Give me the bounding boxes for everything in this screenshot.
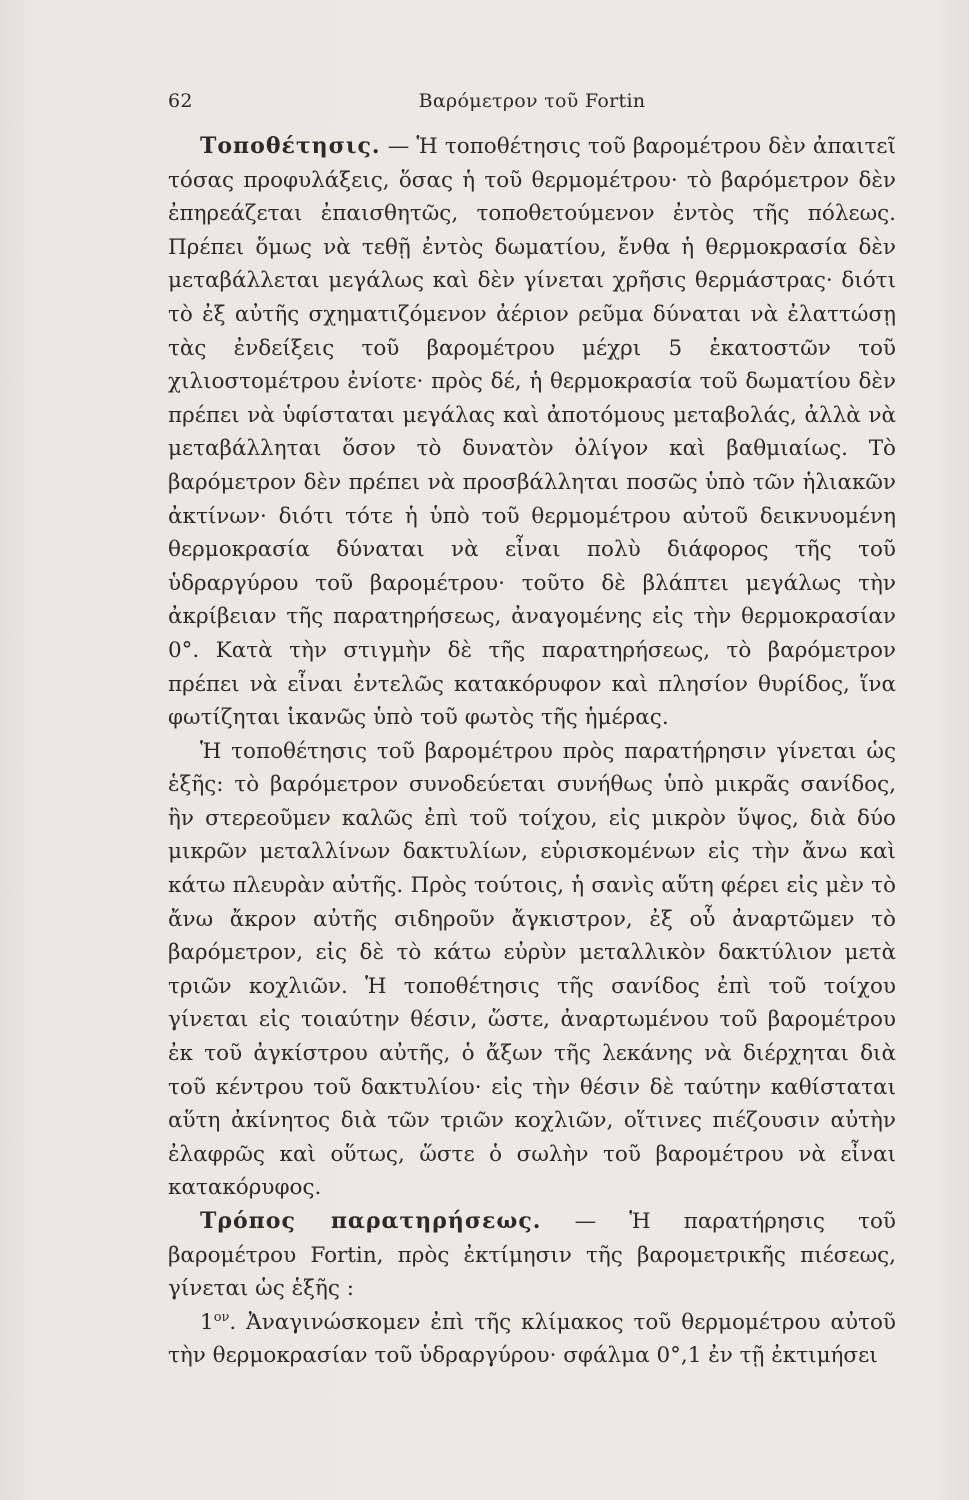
page-body bbox=[168, 130, 896, 1373]
section-heading-observation: Τρόπος παρατηρήσεως. bbox=[200, 1208, 542, 1234]
item-number: 1 bbox=[200, 1309, 214, 1335]
section-text-placement: — Ἡ τοποθέτησις τοῦ βαρομέτρου δὲν ἀπαιτεῖ τόσας προφυλάξεις, ὅσας ἡ τοῦ θερμομέτρου· τὸ βαρόμετρον δὲν ἐπηρεάζεται ἐπαισθητῶς, τοποθετούμενον ἐντὸς τῆς πόλεως. Πρέπει ὅμως νὰ τεθῇ ἐντὸς δωματίου, ἔνθα ἡ θερμοκρασία δὲν μεταβάλλεται μεγάλως καὶ δὲν γίνεται χρῆσις θερμάστρας· διότι τὸ ἐξ αὐτῆς σχηματιζόμενον ἀέριον ρεῦμα δύναται νὰ ἐλαττώσῃ τὰς ἐνδείξεις τοῦ βαρομέτρου μέχρι 5 ἑκατοστῶν τοῦ χιλιοστομέτρου ἐνίοτε· πρὸς δέ, ἡ θερμοκρασία τοῦ δωματίου δὲν πρέπει νὰ ὑφίσταται μεγάλας καὶ ἀποτόμους μεταβολάς, ἀλλὰ νὰ μεταβάλληται ὅσον τὸ δυνατὸν ὀλίγον καὶ βαθμιαίως. Τὸ βαρόμετρον δὲν πρέπει νὰ προσβάλληται ποσῶς ὑπὸ τῶν ἡλιακῶν ἀκτίνων· διότι τότε ἡ ὑπὸ τοῦ θερμομέτρου αὐτοῦ δεικνυομένη θερμοκρασία δύναται νὰ εἶναι πολὺ διάφορος τῆς τοῦ ὑδραργύρου τοῦ βαρομέτρου· τοῦτο δὲ βλάπτει μεγάλως τὴν ἀκρίβειαν τῆς παρατηρήσεως, ἀναγομένης εἰς τὴν θερμοκρασίαν 0°. Κατὰ τὴν στιγμὴν δὲ τῆς παρατηρήσεως, τὸ βαρόμετρον πρέπει νὰ εἶναι ἐντελῶς κατακόρυφον καὶ πλησίον θυρίδος, ἵνα φωτίζηται ἱκανῶς ὑπὸ τοῦ φωτὸς τῆς ἡμέρας. bbox=[168, 134, 896, 731]
item-ordinal-suffix: ον bbox=[213, 1309, 230, 1325]
page-header bbox=[168, 90, 896, 120]
item-text: . Ἀναγινώσκομεν ἐπὶ τῆς κλίμακος τοῦ θερμομέτρου αὐτοῦ τὴν θερμοκρασίαν τοῦ ὑδραργύρου· σφάλμα 0°,1 ἐν τῇ ἐκτιμήσει bbox=[168, 1309, 896, 1369]
page-number: 62 bbox=[168, 90, 193, 112]
paragraph-mounting: Ἡ τοποθέτησις τοῦ βαρομέτρου πρὸς παρατήρησιν γίνεται ὡς ἑξῆς: τὸ βαρόμετρον συνοδεύεται συνήθως ὑπὸ μικρᾶς σανίδος, ἣν στερεοῦμεν καλῶς ἐπὶ τοῦ τοίχου, εἰς μικρὸν ὕψος, διὰ δύο μικρῶν μεταλλίνων δακτυλίων, εὑρισκομένων εἰς τὴν ἄνω καὶ κάτω πλευρὰν αὐτῆς. Πρὸς τούτοις, ἡ σανὶς αὕτη φέρει εἰς μὲν τὸ ἄνω ἄκρον αὐτῆς σιδηροῦν ἄγκιστρον, ἐξ οὗ ἀναρτῶμεν τὸ βαρόμετρον, εἰς δὲ τὸ κάτω εὐρὺν μεταλλικὸν δακτύλιον μετὰ τριῶν κοχλιῶν. Ἡ τοποθέτησις τῆς σανίδος ἐπὶ τοῦ τοίχου γίνεται εἰς τοιαύτην θέσιν, ὥστε, ἀναρτωμένου τοῦ βαρομέτρου ἐκ τοῦ ἀγκίστρου αὐτῆς, ὁ ἄξων τῆς λεκάνης νὰ διέρχηται διὰ τοῦ κέντρου τοῦ δακτυλίου· εἰς τὴν θέσιν δὲ ταύτην καθίσταται αὕτη ἀκίνητος διὰ τῶν τριῶν κοχλιῶν, οἵτινες πιέζουσιν αὐτὴν ἐλαφρῶς καὶ οὕτως, ὥστε ὁ σωλὴν τοῦ βαρομέτρου νὰ εἶναι κατακόρυφος. bbox=[168, 738, 896, 1201]
section-heading-placement: Τοποθέτησις. bbox=[200, 133, 381, 159]
running-title: Βαρόμετρον τοῦ Fortin bbox=[418, 90, 646, 112]
section-text-observation: — Ἡ παρατήρησις τοῦ βαρομέτρου Fortin, πρὸς ἐκτίμησιν τῆς βαρομετρικῆς πιέσεως, γίνεται ὡς ἑξῆς : bbox=[168, 1209, 896, 1302]
section-observation bbox=[168, 1205, 896, 1306]
list-item-1 bbox=[168, 1306, 896, 1373]
section-placement bbox=[168, 130, 896, 735]
